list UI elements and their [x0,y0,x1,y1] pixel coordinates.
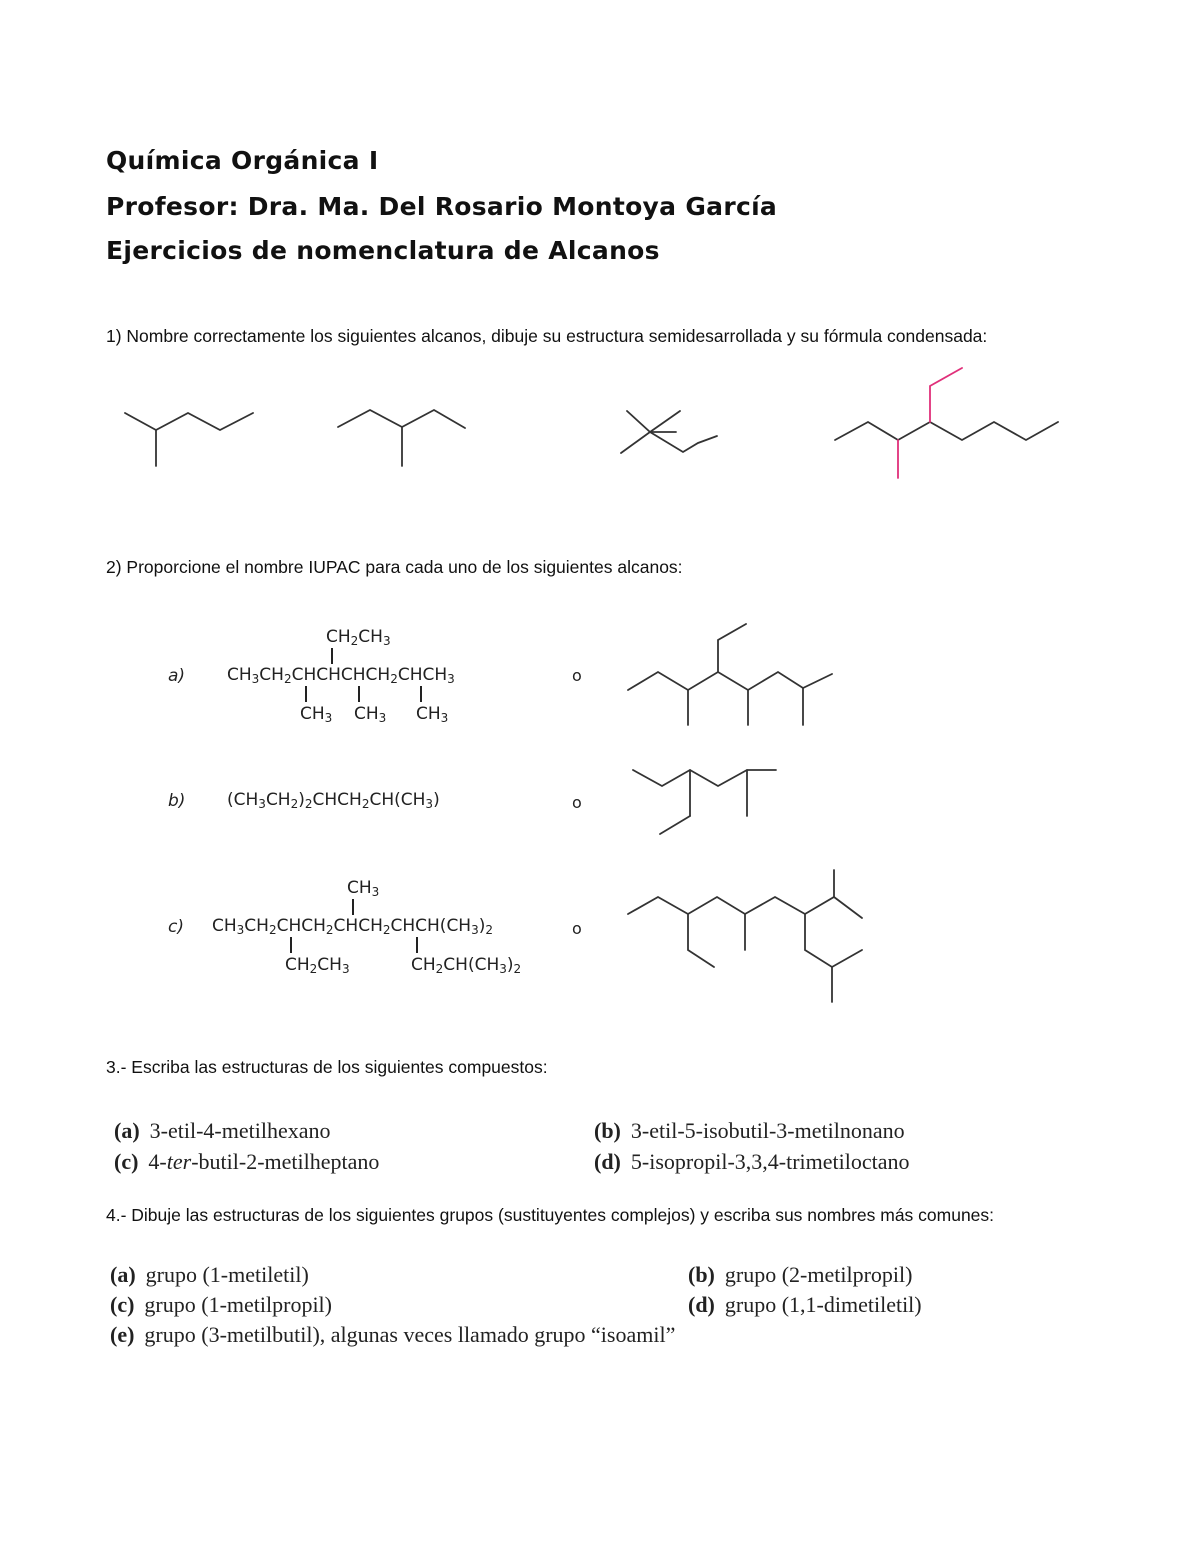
question-3-text: 3.- Escriba las estructuras de los siguientes compuestos: [106,1057,548,1077]
q3-item-c [114,1149,379,1175]
q3-item-c-name-italic: ter [166,1149,192,1174]
q4-item-a-name: grupo (1-metiletil) [145,1262,309,1287]
q4-item-d-label: (d) [688,1292,715,1317]
q3-item-d-name: 5-isopropil-3,3,4-trimetiloctano [630,1149,910,1174]
q3-item-a [114,1118,330,1144]
q2a-bottom-substituent: $CH_3$ [300,704,333,725]
question-1-text: 1) Nombre correctamente los siguientes alcanos, dibuje su estructura semidesarrollada y su fórmula condensada: [106,326,988,346]
q2c-bottom-substituent: $CH_2CH(CH_3)_2$ [411,955,522,976]
q2b-skeletal [633,770,776,834]
q2c-formula: $CH_3CH_2CHCH_2CHCH_2CHCH(CH_3)_2$ [212,916,494,937]
q2c-label: c) [168,917,184,937]
q4-item-c [110,1292,332,1318]
q4-item-b-label: (b) [688,1262,715,1287]
q4-item-e-label: (e) [110,1322,135,1347]
topic-title: Ejercicios de nomenclatura de Alcanos [106,236,660,265]
q2c-or: o [572,919,582,938]
question-2-text: 2) Proporcione el nombre IUPAC para cada uno de los siguientes alcanos: [106,557,683,577]
q3-item-c-name-post: -butil-2-metilheptano [191,1149,380,1174]
q2c-skeletal [628,870,862,1002]
q1-structure-2 [338,410,465,428]
q2a-bottom-substituent: $CH_3$ [416,704,449,725]
q3-item-b [594,1118,905,1144]
q1-structure-4 [835,422,1058,440]
q4-item-b-name: grupo (2-metilpropil) [724,1262,913,1287]
q3-item-b-name: 3-etil-5-isobutil-3-metilnonano [630,1118,905,1143]
q4-item-b [688,1262,912,1288]
q4-item-a [110,1262,309,1288]
q2a-skeletal [628,624,832,725]
q3-item-c-label: (c) [114,1149,139,1174]
professor-line: Profesor: Dra. Ma. Del Rosario Montoya García [106,192,778,221]
q2a-or: o [572,666,582,685]
q2a-formula: $CH_3CH_2CHCHCHCH_2CHCH_3$ [227,665,455,686]
q2c-bottom-substituent: $CH_2CH_3$ [285,955,350,976]
q4-item-c-label: (c) [110,1292,135,1317]
q4-item-e-name: grupo (3-metilbutil), algunas veces llamado grupo “isoamil” [144,1322,676,1347]
q3-item-a-label: (a) [114,1118,140,1143]
q2a-top-substituent: $CH_2CH_3$ [326,627,391,648]
q4-item-d [688,1292,922,1318]
q1-structure-1 [125,413,253,430]
q3-item-a-name: 3-etil-4-metilhexano [149,1118,331,1143]
q4-item-e [110,1322,675,1348]
q3-item-b-label: (b) [594,1118,621,1143]
question-4-text: 4.- Dibuje las estructuras de los siguientes grupos (sustituyentes complejos) y escriba sus nombres más comunes: [106,1205,995,1225]
q2a-label: a) [168,666,186,686]
q4-item-d-name: grupo (1,1-dimetiletil) [724,1292,922,1317]
q3-item-d [594,1149,910,1175]
q2c-top-substituent: $CH_3$ [347,878,380,899]
q1-skeletal-structures [0,0,1200,520]
q1-structure-3 [621,411,717,453]
q4-item-c-name: grupo (1-metilpropil) [144,1292,332,1317]
q2b-label: b) [168,791,186,811]
q3-item-d-label: (d) [594,1149,621,1174]
course-title: Química Orgánica I [106,146,379,175]
q2a-bottom-substituent: $CH_3$ [354,704,387,725]
q4-item-a-label: (a) [110,1262,136,1287]
q3-item-c-name-pre: 4- [148,1149,167,1174]
q2b-or: o [572,793,582,812]
q2-skeletal-structures [0,600,1200,1020]
q2b-formula: $(CH_3CH_2)_2CHCH_2CH(CH_3)$ [227,790,440,811]
